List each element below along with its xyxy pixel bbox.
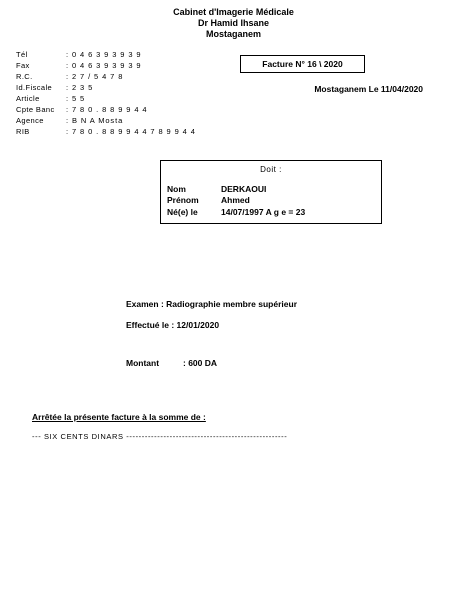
effectue-line: Effectué le : 12/01/2020 — [126, 320, 220, 330]
rc-label: R.C. — [16, 72, 33, 81]
invoice-date: Mostaganem Le 11/04/2020 — [314, 84, 423, 94]
montant-label: Montant — [126, 358, 160, 368]
invoice-number: Facture N° 16 \ 2020 — [240, 55, 365, 73]
rib-value: : 7 8 0 . 8 8 9 9 4 4 7 8 9 9 4 4 — [66, 127, 196, 136]
clinic-city: Mostaganem — [205, 29, 261, 39]
article-value: : 5 5 — [66, 94, 86, 103]
doit-title: Doit : — [260, 165, 282, 174]
tel-label: Tél — [16, 50, 28, 59]
article-label: Article — [16, 94, 40, 103]
rc-value: : 2 7 / 5 4 7 8 — [66, 72, 124, 81]
cpte-banc-value: : 7 8 0 . 8 8 9 9 4 4 — [66, 105, 148, 114]
fax-value: : 0 4 6 3 9 3 9 3 9 — [66, 61, 142, 70]
clinic-name: Cabinet d'Imagerie Médicale — [173, 7, 294, 17]
birthdate-value: 14/07/1997 A g e = 23 — [221, 207, 306, 217]
prenom-label: Prénom — [167, 195, 199, 205]
id-fiscale-label: Id.Fiscale — [16, 83, 53, 92]
cpte-banc-label: Cpte Banc — [16, 105, 55, 114]
tel-value: : 0 4 6 3 9 3 9 3 9 — [66, 50, 142, 59]
arretee-heading: Arrêtée la présente facture à la somme de : — [32, 412, 206, 422]
agence-label: Agence — [16, 116, 44, 125]
nom-label: Nom — [167, 184, 186, 194]
nom-value: DERKAOUI — [221, 184, 267, 194]
doctor-name: Dr Hamid Ihsane — [197, 18, 270, 28]
patient-box — [160, 160, 382, 224]
birthdate-label: Né(e) le — [167, 207, 198, 217]
agence-value: : B N A Mosta — [66, 116, 124, 125]
id-fiscale-value: : 2 3 5 — [66, 83, 94, 92]
prenom-value: Ahmed — [221, 195, 250, 205]
fax-label: Fax — [16, 61, 30, 70]
rib-label: RIB — [16, 127, 30, 136]
amount-in-words: --- SIX CENTS DINARS ---------------------------------------------------- — [32, 432, 288, 441]
examen-line: Examen : Radiographie membre supérieur — [126, 299, 297, 309]
montant-value: : 600 DA — [183, 358, 218, 368]
